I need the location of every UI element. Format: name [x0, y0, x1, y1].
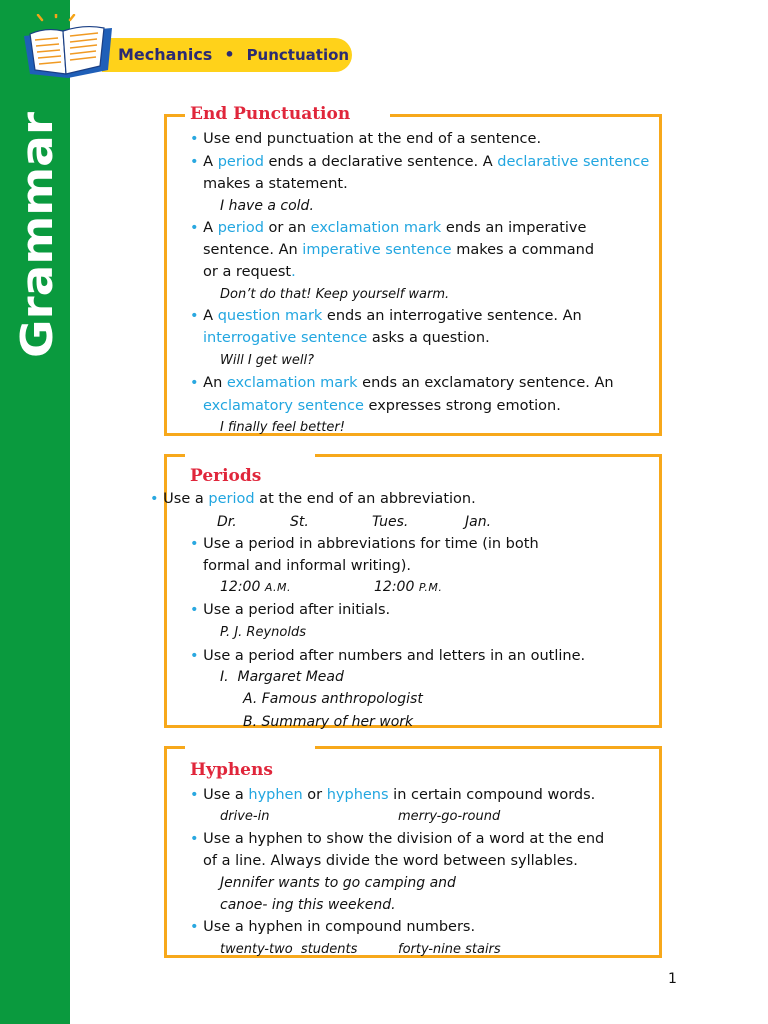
bullet-line: • A question mark ends an interrogative sentence. An: [190, 308, 582, 324]
page-number: 1: [668, 971, 677, 987]
bullet-line: • An exclamation mark ends an exclamatory sentence. An: [190, 375, 614, 391]
bullet-line: • Use a hyphen or hyphens in certain compound words.: [190, 787, 596, 803]
abbreviation-example: Jan.: [465, 514, 492, 530]
end-punctuation-heading: End Punctuation: [190, 104, 351, 124]
bullet-line: • Use a period at the end of an abbreviation.: [150, 491, 476, 507]
outline-item: I. Margaret Mead: [220, 669, 344, 685]
example-text: Don’t do that! Keep yourself warm.: [220, 287, 450, 302]
example-text: drive-in: [220, 809, 270, 824]
periods-heading: Periods: [190, 466, 262, 486]
header-separator: •: [224, 45, 235, 64]
abbreviation-example: Tues.: [372, 514, 409, 530]
abbreviation-example: St.: [290, 514, 309, 530]
text-line: of a line. Always divide the word between syllables.: [203, 853, 578, 869]
time-example: 12:00 A.M.: [220, 579, 292, 595]
bullet-line: • Use a hyphen in compound numbers.: [190, 919, 476, 935]
open-book-icon: [20, 14, 116, 80]
outline-item: B. Summary of her work: [243, 714, 414, 730]
bullet-line: • Use a period after initials.: [190, 602, 391, 618]
text-line: exclamatory sentence expresses strong emotion.: [203, 398, 561, 414]
example-text: forty-nine stairs: [398, 942, 501, 957]
example-text: canoe- ing this weekend.: [220, 897, 396, 913]
header-topic: Punctuation: [246, 46, 350, 64]
bullet-line: • A period or an exclamation mark ends an imperative: [190, 220, 587, 236]
example-text: I have a cold.: [220, 198, 314, 214]
grammar-sidebar: [0, 0, 70, 1024]
example-text: P. J. Reynolds: [220, 625, 306, 640]
example-text: merry-go-round: [398, 809, 501, 824]
example-text: twenty-two students: [220, 942, 358, 957]
bullet-line: • Use a period after numbers and letters in an outline.: [190, 648, 586, 664]
sidebar-title: [3, 110, 65, 360]
bullet-line: • Use a period in abbreviations for time (in both: [190, 536, 539, 552]
bullet-line: • Use end punctuation at the end of a sentence.: [190, 131, 542, 147]
text-line: formal and informal writing).: [203, 558, 411, 574]
hyphens-heading: Hyphens: [190, 760, 273, 780]
bullet-line: • Use a hyphen to show the division of a word at the end: [190, 831, 605, 847]
text-line: sentence. An imperative sentence makes a command: [203, 242, 595, 258]
example-text: Jennifer wants to go camping and: [220, 875, 456, 891]
example-text: Will I get well?: [220, 353, 315, 368]
bullet-line: • A period ends a declarative sentence. A declarative sentence: [190, 154, 650, 170]
example-text: I finally feel better!: [220, 420, 345, 435]
time-example: 12:00 P.M.: [374, 579, 443, 595]
outline-item: A. Famous anthropologist: [243, 691, 423, 707]
header-text: [118, 45, 349, 64]
text-line: interrogative sentence asks a question.: [203, 330, 490, 346]
svg-text:Grammar: Grammar: [12, 127, 63, 358]
abbreviation-example: Dr.: [217, 514, 237, 530]
text-line: or a request.: [203, 264, 296, 280]
header-section: Mechanics: [118, 45, 213, 64]
text-line: makes a statement.: [203, 176, 348, 192]
